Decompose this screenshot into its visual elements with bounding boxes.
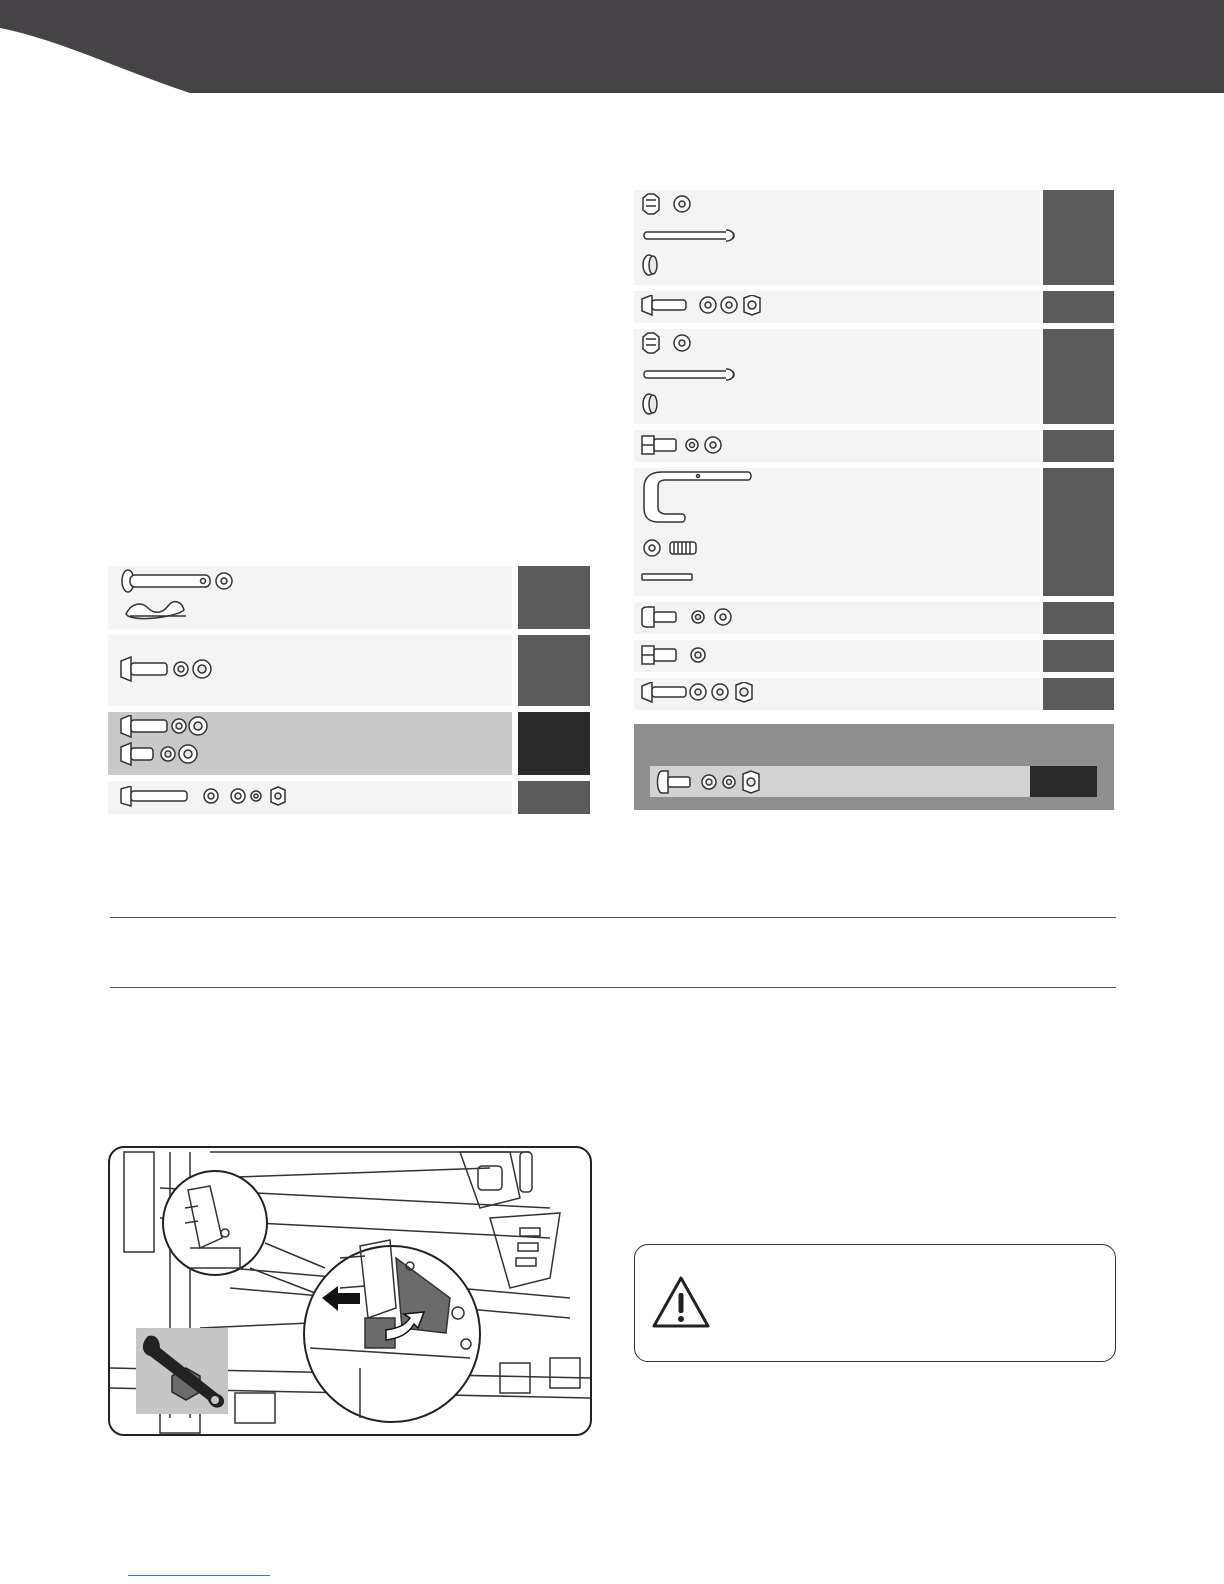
- footer-link[interactable]: [128, 1575, 270, 1576]
- nut-icon: [744, 295, 760, 315]
- cotter-pin-icon: [644, 369, 736, 381]
- hitch-pin-clip-icon: [126, 602, 186, 622]
- washer-icon: [721, 297, 737, 313]
- washer-icon: [705, 437, 721, 453]
- nut-icon: [271, 787, 285, 805]
- warning-box: [634, 1244, 1116, 1362]
- spring-icon: [670, 542, 698, 556]
- washer-icon: [231, 789, 245, 803]
- washer-icon: [204, 789, 218, 803]
- washer-icon: [690, 684, 706, 700]
- assembly-illustration: [108, 1146, 592, 1436]
- roll-pin-icon: [642, 574, 694, 582]
- hardware-tag-r1: [1043, 190, 1114, 285]
- header-band: [0, 0, 1224, 95]
- hardware-tag-r4: [1043, 430, 1114, 462]
- washer-icon: [715, 609, 731, 625]
- assembly-drawing: [110, 1148, 590, 1434]
- hardware-tag-r8: [1043, 678, 1114, 710]
- hardware-tag-2: [518, 635, 590, 706]
- hardware-tag-r7: [1043, 640, 1114, 672]
- tool-badge: [136, 1328, 228, 1414]
- washer-icon: [212, 572, 232, 592]
- cotter-pin-icon: [644, 230, 736, 242]
- warning-triangle-icon: [651, 1275, 711, 1329]
- hardware-tag-r3: [1043, 329, 1114, 424]
- lock-washer-icon: [692, 611, 704, 623]
- washer-icon: [702, 775, 716, 789]
- lock-washer-icon: [251, 791, 261, 801]
- bolt-icon: [118, 743, 156, 765]
- hardware-tag-4: [518, 781, 590, 814]
- lock-washer-icon: [174, 662, 188, 676]
- washer-icon: [712, 684, 728, 700]
- bushing-icon: [644, 394, 662, 414]
- washer-icon: [644, 540, 662, 558]
- lock-washer-icon: [686, 439, 698, 451]
- hardware-tag-r6: [1043, 602, 1114, 634]
- bushing-icon: [644, 255, 662, 275]
- washer-icon: [673, 334, 689, 350]
- washer-icon: [179, 746, 197, 764]
- lock-washer-icon: [160, 748, 174, 762]
- nut-icon: [743, 771, 759, 793]
- washer-icon: [673, 195, 689, 211]
- washer-icon: [189, 718, 207, 736]
- hardware-tag-r5: [1043, 468, 1114, 596]
- lock-washer-icon: [723, 776, 735, 788]
- hex-bolt-icon: [640, 644, 720, 668]
- washer-icon: [193, 660, 211, 678]
- optional-kit-tag: [1030, 766, 1097, 797]
- washer-icon: [700, 297, 716, 313]
- hardware-tag-1: [518, 566, 590, 629]
- hardware-tag-r2: [1043, 291, 1114, 323]
- nut-icon: [736, 682, 752, 702]
- section-rule-top: [110, 917, 1116, 918]
- section-rule-bottom: [110, 987, 1116, 988]
- washer-icon: [691, 648, 705, 662]
- hardware-tag-3: [518, 712, 590, 775]
- lock-washer-icon: [170, 720, 184, 734]
